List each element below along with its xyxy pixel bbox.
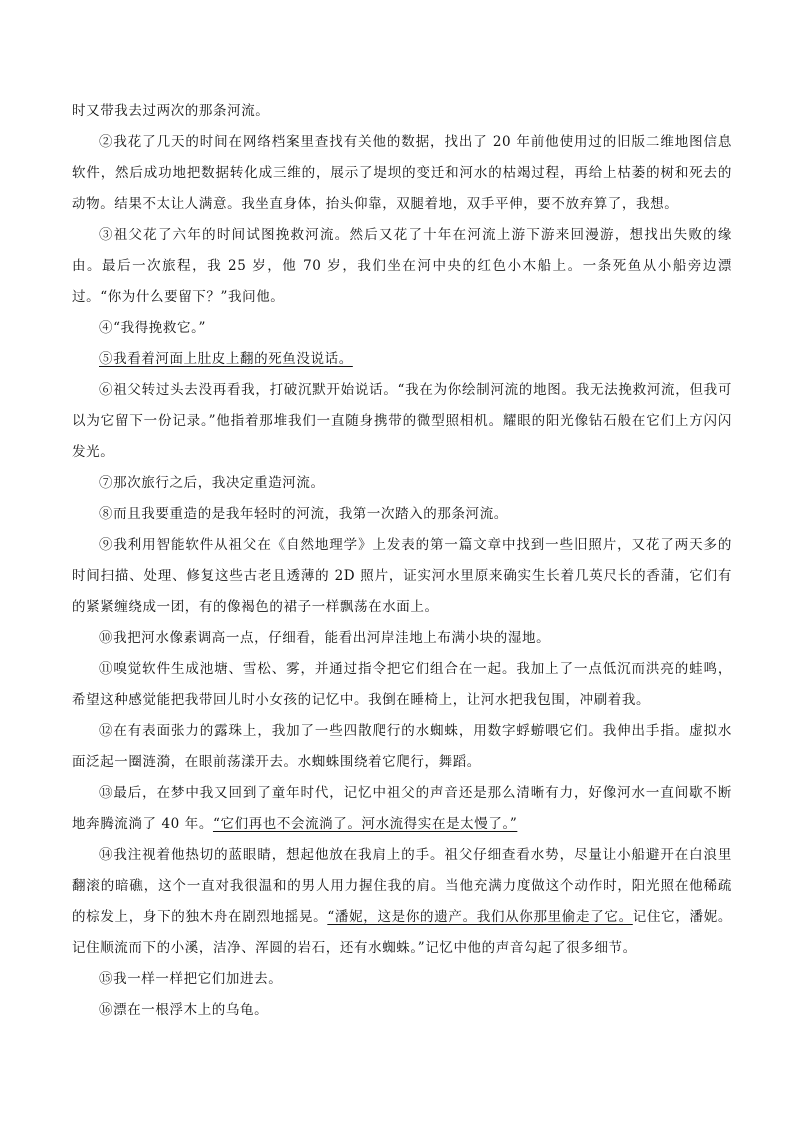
underlined-text: “它们再也不会流淌了。河水流得实在是太慢了。” xyxy=(212,816,518,832)
paragraph-text: ⑫在有表面张力的露珠上，我加了一些四散爬行的水蜘蛛，用数字蜉蝣喂它们。我伸出手指。虚拟水面泛起一圈涟漪，在眼前荡漾开去。水蜘蛛围绕着它爬行，舞蹈。 xyxy=(72,723,732,770)
paragraph-text: ②我花了几天的时间在网络档案里查找有关他的数据，找出了 20 年前他使用过的旧版二维地图信息软件，然后成功地把数据转化成三维的，展示了堤坝的变迁和河水的枯竭过程，再给上枯萎的树和死去的动物。结果不太让人满意。我坐直身体，抬头仰靠，双腿着地，双手平伸，要不放弃算了，我想。 xyxy=(72,134,732,212)
paragraph-text: ③祖父花了六年的时间试图挽救河流。然后又花了十年在河流上游下游来回漫游，想找出失败的缘由。最后一次旅程，我 25 岁，他 70 岁，我们坐在河中央的红色小木船上。一条死鱼从小船旁边漂过。“你为什么要留下？”我问他。 xyxy=(72,227,732,305)
paragraph-p13 xyxy=(72,778,732,840)
paragraph-p5 xyxy=(72,344,732,375)
paragraph-p16 xyxy=(72,995,732,1026)
paragraph-p14 xyxy=(72,840,732,964)
paragraph-text: ⑧而且我要重造的是我年轻时的河流，我第一次踏入的那条河流。 xyxy=(99,506,508,522)
paragraph-text: ⑮我一样一样把它们加进去。 xyxy=(99,971,283,987)
paragraph-text: ⑭我注视着他热切的蓝眼睛，想起他放在我肩上的手。祖父仔细查看水势，尽量让小船避开在白浪里翻滚的暗礁，这个一直对我很温和的男人用力握住我的肩。当他充满力度做这个动作时，阳光照在他稀疏的棕发上，身下的独木舟在剧烈地摇晃。 xyxy=(72,847,732,925)
paragraph-p11 xyxy=(72,654,732,716)
paragraph-text: ⑪嗅觉软件生成池塘、雪松、雾，并通过指令把它们组合在一起。我加上了一点低沉而洪亮的蛙鸣，希望这种感觉能把我带回儿时小女孩的记忆中。我倒在睡椅上，让河水把我包围，冲刷着我。 xyxy=(72,661,732,708)
paragraph-p10 xyxy=(72,623,732,654)
paragraph-p7 xyxy=(72,468,732,499)
paragraph-text: ⑯漂在一根浮木上的乌龟。 xyxy=(99,1002,269,1018)
paragraph-p2 xyxy=(72,127,732,220)
paragraph-text: ⑬最后，在梦中我又回到了童年时代，记忆中祖父的声音还是那么清晰有力，好像河水一直间歇不断地奔腾流淌了 40 年。 xyxy=(72,785,732,832)
paragraph-p3 xyxy=(72,220,732,313)
paragraph-text: ⑦那次旅行之后，我决定重造河流。 xyxy=(99,475,325,491)
paragraph-p4 xyxy=(72,313,732,344)
paragraph-p15 xyxy=(72,964,732,995)
paragraph-text: ⑥祖父转过头去没再看我，打破沉默开始说话。“我在为你绘制河流的地图。我无法挽救河流，但我可以为它留下一份记录。”他指着那堆我们一直随身携带的微型照相机。耀眼的阳光像钻石般在它们上方闪闪发光。 xyxy=(72,382,732,460)
paragraph-p0 xyxy=(72,96,732,127)
underlined-text: ⑤我看着河面上肚皮上翻的死鱼没说话。 xyxy=(99,351,353,367)
paragraph-text: 时又带我去过两次的那条河流。 xyxy=(72,103,270,119)
underlined-text: “潘妮，这是你的遗产。我们从你那里偷走了它。 xyxy=(327,909,633,925)
paragraph-p6 xyxy=(72,375,732,468)
paragraph-p12 xyxy=(72,716,732,778)
paragraph-text: ⑩我把河水像素调高一点，仔细看，能看出河岸洼地上布满小块的湿地。 xyxy=(99,630,551,646)
paragraph-p9 xyxy=(72,530,732,623)
paragraph-p8 xyxy=(72,499,732,530)
paragraph-text: 记住它，潘妮。记住顺流而下的小溪，洁净、浑圆的岩石，还有水蜘蛛。”记忆中他的声音勾起了很多细节。 xyxy=(72,909,733,956)
paragraph-text: ⑨我利用智能软件从祖父在《自然地理学》上发表的第一篇文章中找到一些旧照片，又花了两天多的时间扫描、处理、修复这些古老且透薄的 2D 照片，证实河水里原来确实生长着几英尺长的香蒲，它们有的紧紧缠绕成一团，有的像褐色的裙子一样飘荡在水面上。 xyxy=(72,537,732,615)
article-body xyxy=(72,96,732,1026)
paragraph-text: ④“我得挽救它。” xyxy=(99,320,206,336)
